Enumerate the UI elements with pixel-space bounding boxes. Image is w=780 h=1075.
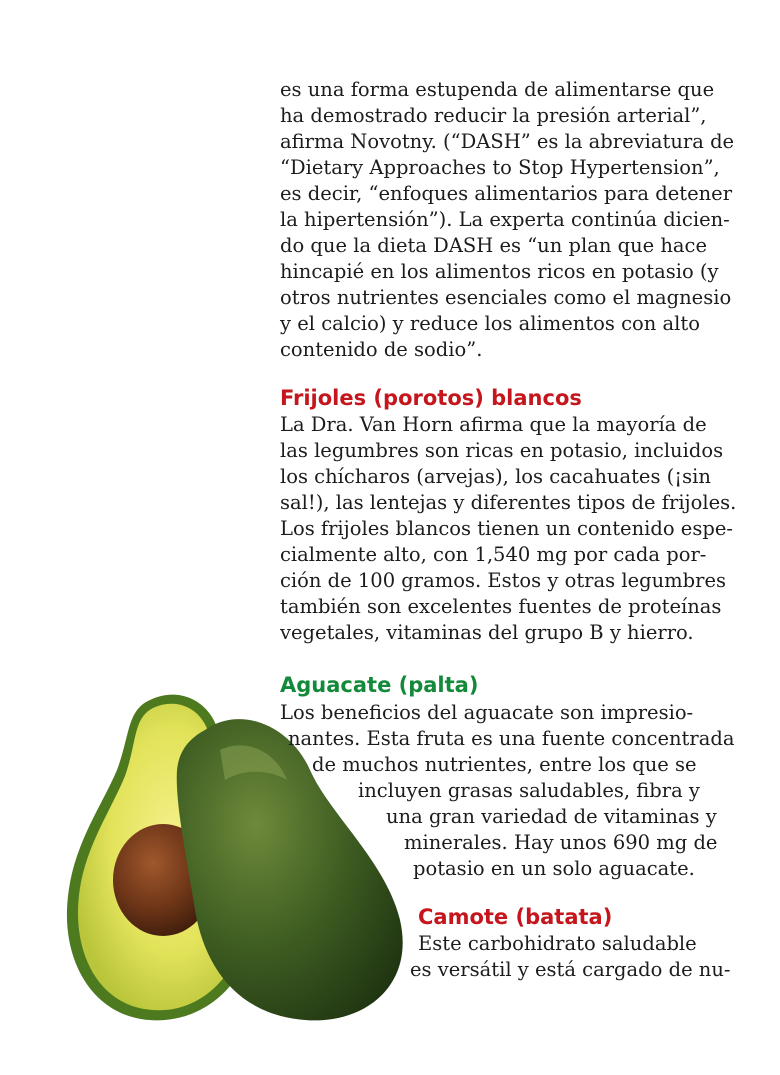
section-line: cialmente alto, con 1,540 mg por cada por-: [280, 543, 707, 566]
intro-line: do que la dieta DASH es “un plan que hace: [280, 234, 708, 257]
intro-line: la hipertensión”). La experta continúa dicien-: [280, 208, 730, 231]
section-line: de muchos nutrientes, entre los que se: [312, 753, 697, 776]
section-line: minerales. Hay unos 690 mg de: [404, 831, 718, 854]
section-line: las legumbres son ricas en potasio, incluidos: [280, 439, 724, 462]
intro-line: es una forma estupenda de alimentarse que: [280, 78, 715, 101]
section-line: vegetales, vitaminas del grupo B y hierro.: [280, 621, 694, 644]
intro-line: y el calcio) y reduce los alimentos con alto: [280, 312, 700, 335]
section-line: potasio en un solo aguacate.: [413, 857, 695, 880]
section-line: ción de 100 gramos. Estos y otras legumbres: [280, 569, 726, 592]
section-line: Los frijoles blancos tienen un contenido espe-: [280, 517, 733, 540]
section-line: nantes. Esta fruta es una fuente concentrada: [288, 727, 735, 750]
section-line: también son excelentes fuentes de proteínas: [280, 595, 722, 618]
intro-line: otros nutrientes esenciales como el magnesio: [280, 286, 732, 309]
section-heading-aguacate: Aguacate (palta): [280, 673, 479, 697]
section-heading-camote: Camote (batata): [418, 905, 613, 929]
intro-line: hincapié en los alimentos ricos en potasio (y: [280, 260, 719, 283]
section-line: es versátil y está cargado de nu-: [410, 958, 731, 981]
section-line: incluyen grasas saludables, fibra y: [358, 779, 700, 802]
section-line: sal!), las lentejas y diferentes tipos de frijoles.: [280, 491, 737, 514]
intro-line: contenido de sodio”.: [280, 338, 483, 361]
intro-line: “Dietary Approaches to Stop Hypertension”,: [280, 156, 720, 179]
section-line: Este carbohidrato saludable: [418, 932, 697, 955]
section-line: los chícharos (arvejas), los cacahuates (¡sin: [280, 465, 711, 488]
intro-line: es decir, “enfoques alimentarios para detener: [280, 182, 733, 205]
section-line: una gran variedad de vitaminas y: [386, 805, 717, 828]
section-line: La Dra. Van Horn afirma que la mayoría de: [280, 413, 707, 436]
intro-line: afirma Novotny. (“DASH” es la abreviatura de: [280, 130, 735, 153]
section-heading-frijoles: Frijoles (porotos) blancos: [280, 386, 582, 410]
intro-line: ha demostrado reducir la presión arterial”,: [280, 104, 707, 127]
section-line: Los beneficios del aguacate son impresio-: [280, 701, 694, 724]
